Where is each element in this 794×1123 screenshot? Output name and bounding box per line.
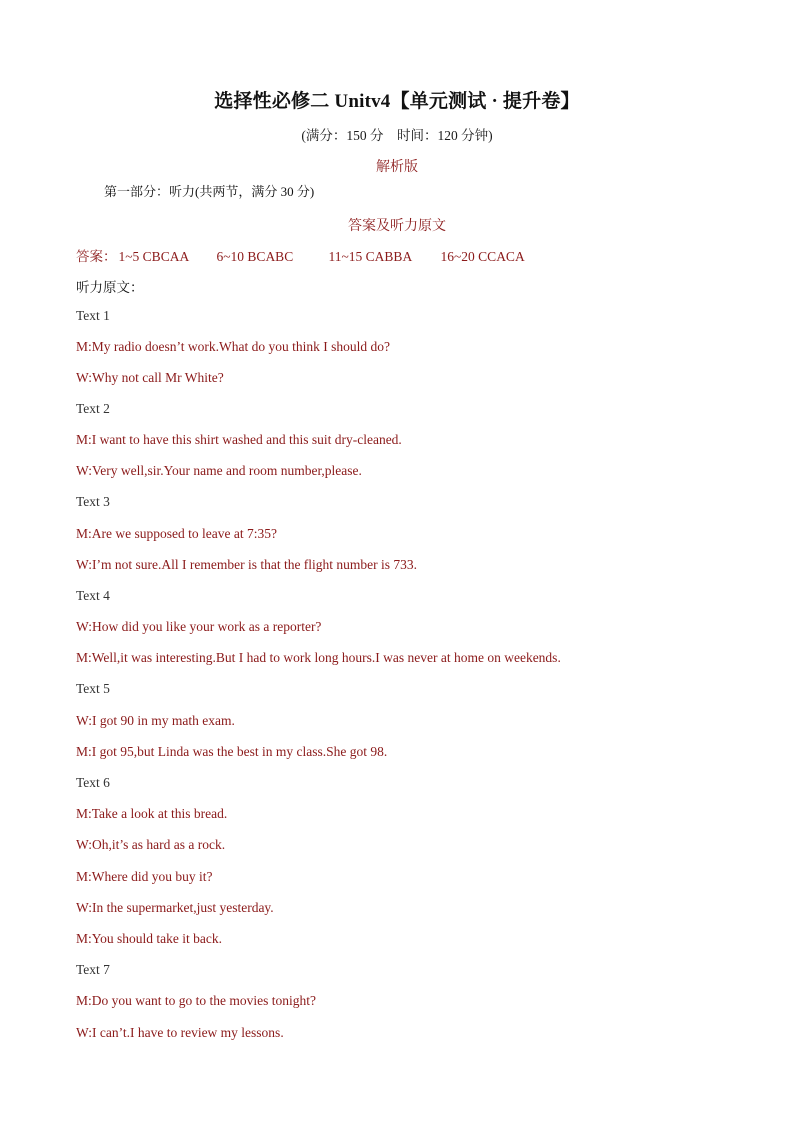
- transcript-dialog-line: M:Well,it was interesting.But I had to work long hours.I was never at home on weekends.: [76, 650, 561, 665]
- transcript-text-heading: Text 6: [76, 775, 110, 790]
- document-title: 选择性必修二 Unitv4【单元测试 · 提升卷】: [214, 91, 580, 112]
- answer-group: 6~10 BCABC: [216, 249, 294, 264]
- transcript-dialog-line: W:Very well,sir.Your name and room number,please.: [76, 463, 362, 478]
- transcript-text-heading: Text 1: [76, 308, 110, 323]
- transcript-dialog-line: M:My radio doesn’t work.What do you think I should do?: [76, 339, 390, 354]
- transcript-text-heading: Text 5: [76, 681, 110, 696]
- transcript-dialog-line: W:Why not call Mr White?: [76, 370, 224, 385]
- transcript-dialog-line: W:I got 90 in my math exam.: [76, 713, 235, 728]
- transcript-dialog-line: W:Oh,it’s as hard as a rock.: [76, 837, 226, 852]
- transcript-dialog-line: W:I’m not sure.All I remember is that the flight number is 733.: [76, 557, 418, 572]
- answer-group: 16~20 CCACA: [440, 249, 525, 264]
- section-heading: 第一部分：听力(共两节，满分 30 分): [104, 184, 315, 199]
- transcript-dialog-line: M:Do you want to go to the movies tonight?: [76, 993, 316, 1008]
- answers-heading: 答案及听力原文: [348, 219, 446, 234]
- transcript-label: 听力原文：: [76, 280, 144, 295]
- answer-group: 1~5 CBCAA: [118, 249, 190, 264]
- transcript-dialog-line: W:How did you like your work as a reporter?: [76, 619, 322, 634]
- transcript-dialog-line: M:Take a look at this bread.: [76, 806, 228, 821]
- transcript-dialog-line: W:I can’t.I have to review my lessons.: [76, 1025, 284, 1040]
- transcript-text-heading: Text 4: [76, 588, 110, 603]
- transcript-dialog-line: M:I got 95,but Linda was the best in my class.She got 98.: [76, 744, 388, 759]
- version-label: 解析版: [376, 160, 418, 175]
- transcript-dialog-line: W:In the supermarket,just yesterday.: [76, 900, 274, 915]
- transcript-dialog-line: M:Are we supposed to leave at 7:35?: [76, 526, 277, 541]
- transcript-dialog-line: M:I want to have this shirt washed and this suit dry-cleaned.: [76, 432, 402, 447]
- transcript-dialog-line: M:You should take it back.: [76, 931, 223, 946]
- transcript-text-heading: Text 3: [76, 494, 110, 509]
- exam-info: (满分：150 分 时间：120 分钟): [301, 128, 493, 143]
- answer-group: 11~15 CABBA: [328, 249, 413, 264]
- transcript-dialog-line: M:Where did you buy it?: [76, 869, 213, 884]
- transcript-text-heading: Text 2: [76, 401, 110, 416]
- answer-key-label: 答案：: [76, 249, 117, 264]
- transcript-text-heading: Text 7: [76, 962, 110, 977]
- answer-key: [76, 245, 551, 265]
